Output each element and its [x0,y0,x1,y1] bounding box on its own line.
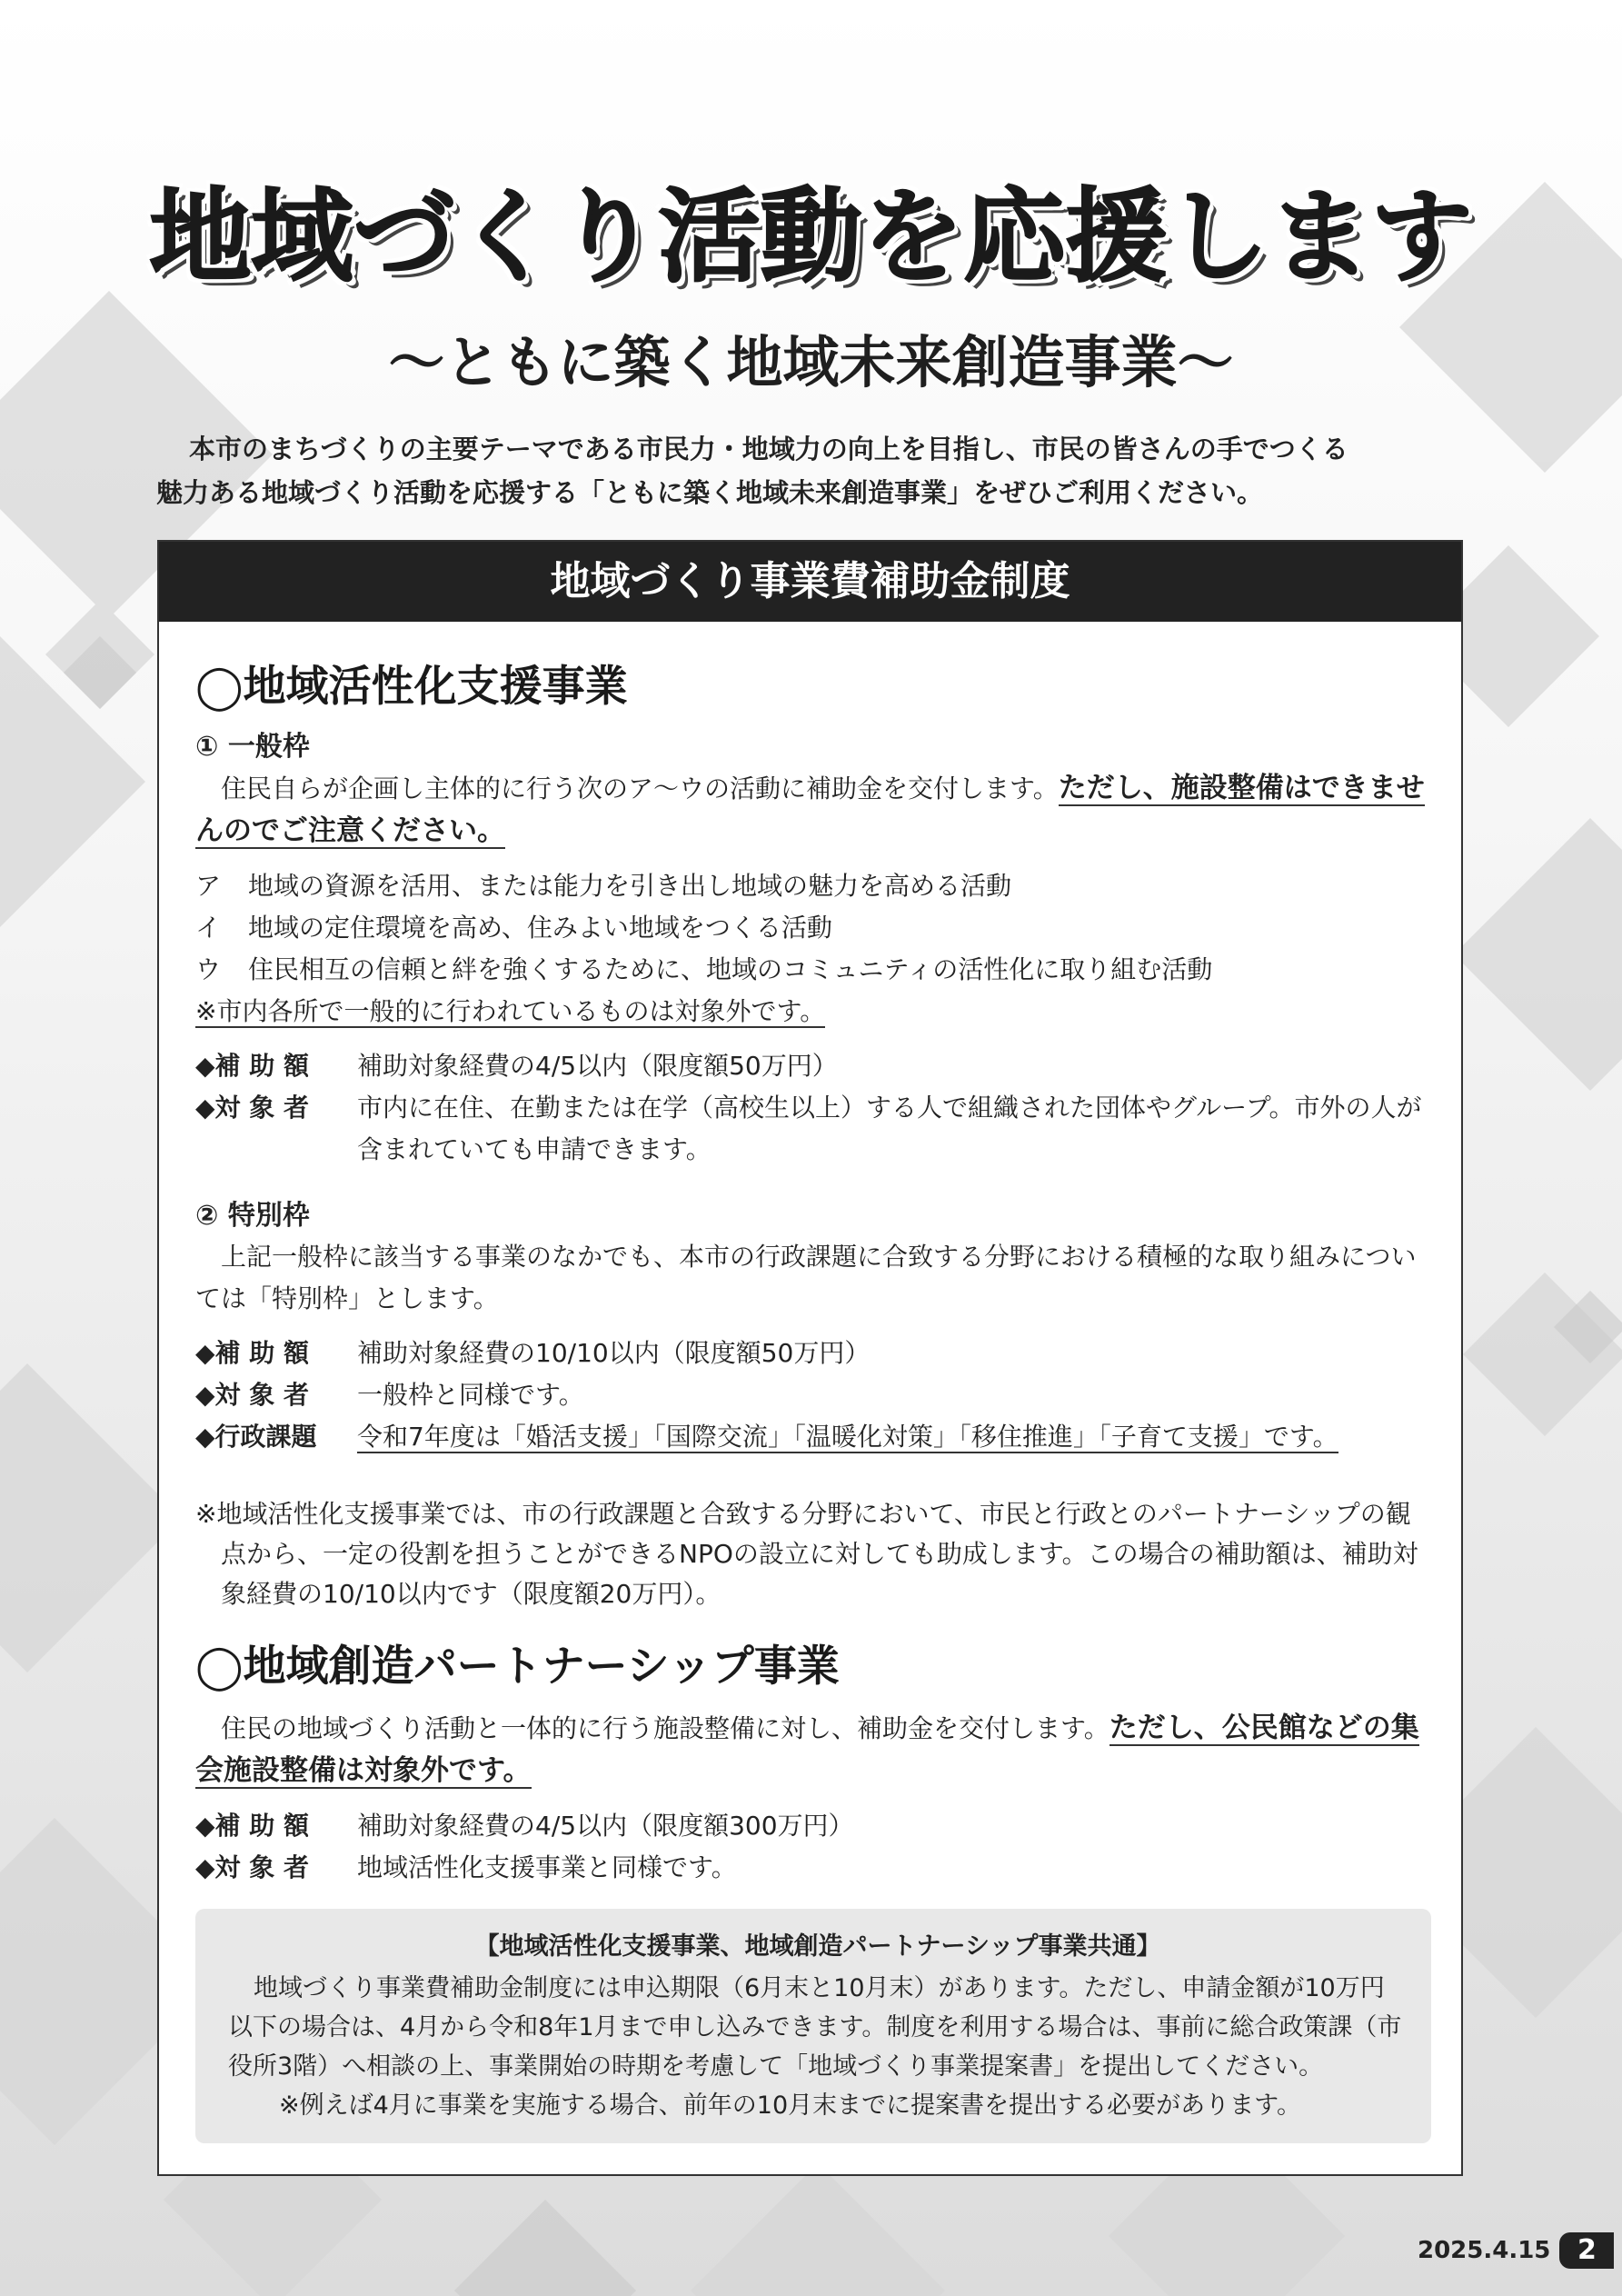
common-example: ※例えば4月に事業を実施する場合、前年の10月末までに提案書を提出する必要があります。 [279,2091,1301,2120]
intro-line-1: 本市のまちづくりの主要テーマである市民力・地域力の向上を目指し、市民の皆さんの手でつくる [189,434,1348,464]
general-frame-title: ① 一般枠 [195,731,310,763]
section2-title: ◯地域創造パートナーシップ事業 [195,1642,840,1692]
issues-value: 令和7年度は「婚活支援」「国際交流」「温暖化対策」「移住推進」「子育て支援」です。 [357,1422,1338,1452]
amount-value: 補助対象経費の10/10以内（限度額50万円） [357,1338,871,1368]
page-subtitle: 〜ともに築く地域未来創造事業〜 [388,329,1234,395]
box-content [195,660,1431,2143]
list-mark: ア [195,871,222,901]
target-value: 地域活性化支援事業と同様です。 [357,1852,737,1882]
section2-desc-text: 住民の地域づくり活動と一体的に行う施設整備に対し、補助金を交付します。 [221,1713,1110,1743]
common-text: 地域づくり事業費補助金制度には申込期限（6月末と10月末）があります。ただし、申請金額が10万円以下の場合は、4月から令和8年1月まで申し込みできます。制度を利用する場合は、事前に総合政策課（市役所3階）へ相談の上、事業開始の時期を考慮して「地域づくり事業提案書」を提出してください。 [228,1974,1402,2081]
special-frame-title: ② 特別枠 [195,1200,310,1232]
common-title: 【地域活性化支援事業、地域創造パートナーシップ事業共通】 [474,1932,1161,1961]
amount-label: ◆補 助 額 [195,1338,310,1368]
general-frame-desc [195,767,1431,853]
target-value: 市内に在住、在勤または在学（高校生以上）する人で組織された団体やグループ。市外の人が含まれていても申請できます。 [357,1093,1422,1164]
general-desc-warning: ただし、施設整備はできませんのでご注意ください。 [195,772,1425,847]
special-target-row [195,1374,1431,1416]
npo-note: ※地域活性化支援事業では、市の行政課題と合致する分野において、市民と行政とのパートナーシップの観点から、一定の役割を担うことができるNPOの設立に対しても助成します。この場合の補助額は、補助対象経費の10/10以内です（限度額20万円）。 [195,1499,1418,1609]
page-footer [1418,2232,1614,2269]
target-label: ◆対 象 者 [195,1852,310,1882]
general-amount-row [195,1045,1431,1087]
box-header: 地域づくり事業費補助金制度 [159,542,1461,622]
issue-date: 2025.4.15 [1418,2237,1551,2264]
section2-desc-warning: ただし、公民館などの集会施設整備は対象外です。 [195,1712,1419,1787]
list-item [195,865,1431,907]
list-text: 地域の資源を活用、または能力を引き出し地域の魅力を高める活動 [248,871,1012,901]
section2-amount-row [195,1805,1431,1847]
list-text: 住民相互の信頼と絆を強くするために、地域のコミュニティの活性化に取り組む活動 [248,954,1213,984]
amount-label: ◆補 助 額 [195,1051,310,1081]
general-desc-text: 住民自らが企画し主体的に行う次のア〜ウの活動に補助金を交付します。 [221,774,1059,804]
amount-value: 補助対象経費の4/5以内（限度額300万円） [357,1811,854,1841]
section2-target-row [195,1847,1431,1889]
page-title: 地域づくり活動を応援します [149,178,1473,296]
amount-label: ◆補 助 額 [195,1811,310,1841]
target-value: 一般枠と同様です。 [357,1380,584,1410]
special-amount-row [195,1333,1431,1374]
section2-desc [195,1707,1431,1792]
intro-text [156,427,1474,514]
target-label: ◆対 象 者 [195,1093,310,1123]
list-item [195,907,1431,949]
issues-label: ◆行政課題 [195,1422,317,1452]
common-info-box [195,1909,1431,2143]
list-item [195,949,1431,991]
page-number: 2 [1559,2232,1614,2269]
list-text: 地域の定住環境を高め、住みよい地域をつくる活動 [248,913,832,943]
list-mark: ウ [195,954,222,984]
target-label: ◆対 象 者 [195,1380,310,1410]
list-mark: イ [195,913,222,943]
amount-value: 補助対象経費の4/5以内（限度額50万円） [357,1051,838,1081]
general-note: ※市内各所で一般的に行われているものは対象外です。 [195,996,826,1026]
section1-title: ◯地域活性化支援事業 [195,662,628,712]
intro-line-2: 魅力ある地域づくり活動を応援する「ともに築く地域未来創造事業」をぜひご利用ください。 [156,477,1264,508]
special-frame-desc: 上記一般枠に該当する事業のなかでも、本市の行政課題に合致する分野における積極的な取り組みについては「特別枠」とします。 [195,1242,1417,1313]
general-target-row [195,1087,1431,1171]
subsidy-box [157,540,1463,2176]
special-issues-row [195,1416,1431,1458]
